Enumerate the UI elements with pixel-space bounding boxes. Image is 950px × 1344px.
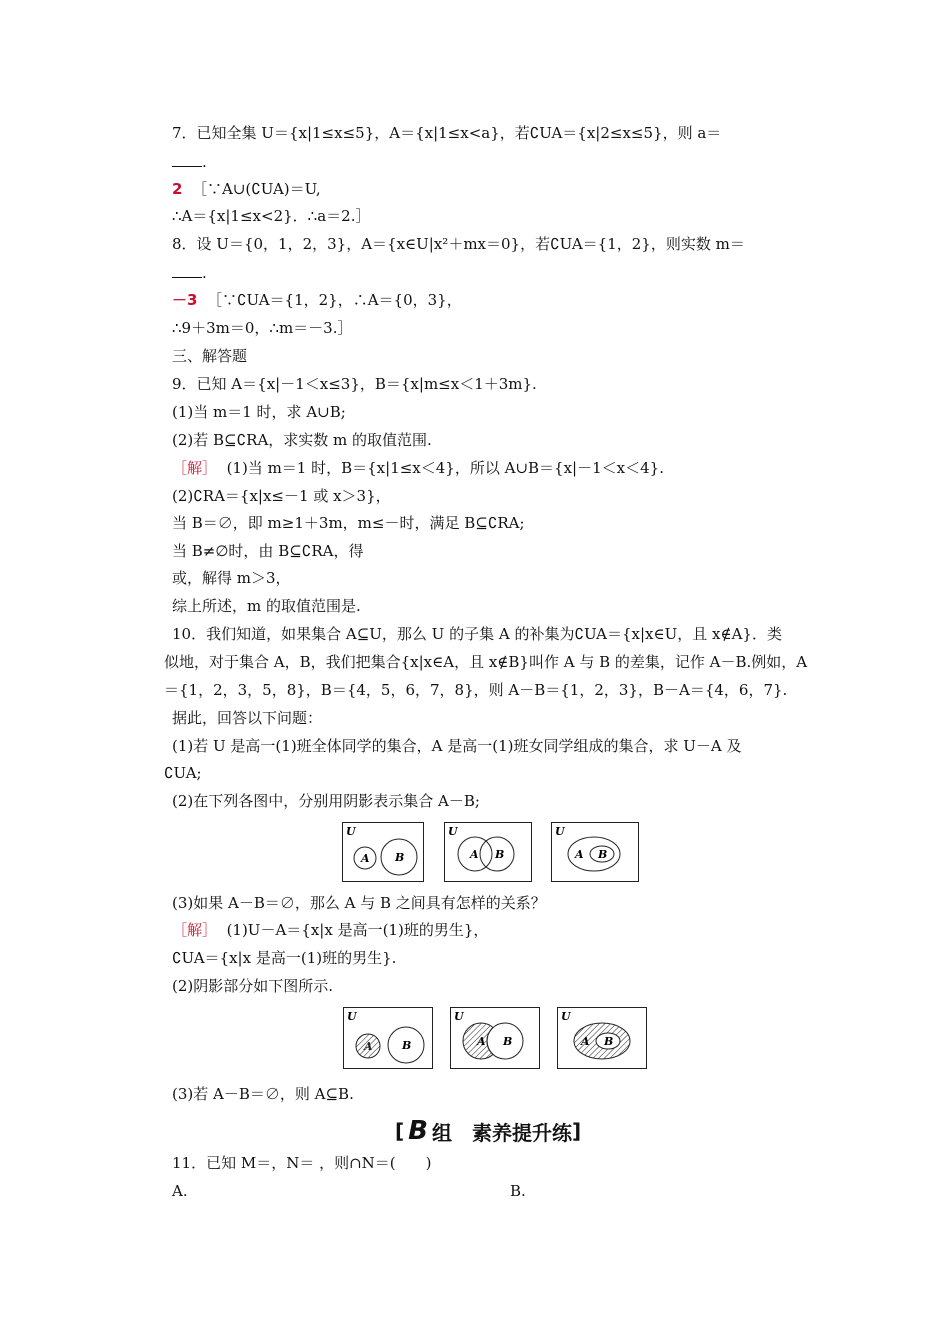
group-letter: B (408, 1116, 428, 1146)
venn-question-overlap (444, 822, 532, 882)
group-title-text: 组 素养提升练 (431, 1120, 572, 1145)
svg-text:A: A (575, 848, 584, 861)
q9-part2: (2)若 B⊆∁RA，求实数 m 的取值范围. (172, 431, 432, 449)
q8-line1: 8．设 U＝{0，1，2，3}，A＝{x∈U|x²＋mx＝0}，若∁UA＝{1，2}，则实数 m＝ (172, 235, 745, 253)
q8-answer: －3 (172, 291, 198, 309)
q10-s1: (1)U－A＝{x|x 是高一(1)班的男生}， (226, 921, 489, 939)
q9-solution-line4: 当 B≠∅时，由 B⊆∁RA，得 (172, 542, 364, 560)
svg-text:U: U (448, 825, 458, 838)
answer-blank (172, 152, 202, 167)
q9-s1: (1)当 m＝1 时，B＝{x|1≤x＜4}，所以 A∪B＝{x|－1＜x＜4}. (226, 459, 664, 477)
q10-solution-line2: ∁UA＝{x|x 是高一(1)班的男生}. (172, 949, 397, 967)
q7-sol1: ［∵A∪(∁UA)＝U, (191, 180, 321, 198)
q10-line2: 似地，对于集合 A，B，我们把集合{x|x∈A，且 x∉B}叫作 A 与 B 的差集，记作 A－B.例如，A (164, 653, 808, 671)
q11-option-b: B. (510, 1182, 526, 1200)
bracket-open: [ (395, 1119, 405, 1143)
svg-text:U: U (561, 1010, 571, 1023)
svg-text:B: B (598, 848, 608, 861)
svg-text:A: A (477, 1035, 486, 1048)
q7-line1: 7．已知全集 U＝{x|1≤x≤5}，A＝{x|1≤x<a}，若∁UA＝{x|2≤x≤5}，则 a＝ (172, 124, 722, 142)
q9-solution-line2: (2)∁RA＝{x|x≤－1 或 x＞3}， (172, 487, 391, 505)
q11-stem: 11．已知 M＝，N＝ ，则∩N＝( ) (172, 1154, 432, 1172)
q8-sol1: ［∵∁UA＝{1，2}，∴A＝{0，3}， (206, 291, 462, 309)
q10-part1a: (1)若 U 是高一(1)班全体同学的集合，A 是高一(1)班女同学组成的集合，求 U－A 及 (172, 737, 742, 755)
q7-answer: 2 (172, 180, 183, 198)
solution-tag: ［解］ (172, 459, 218, 477)
section-heading: 三、解答题 (172, 347, 248, 365)
venn-question-separate (342, 822, 424, 882)
svg-text:B: B (495, 848, 505, 861)
q10-part1b: ∁UA; (164, 764, 202, 782)
venn-answer-separate (343, 1007, 433, 1069)
svg-text:A: A (470, 848, 479, 861)
answer-blank (172, 263, 202, 278)
solution-tag: ［解］ (172, 921, 218, 939)
svg-text:B: B (395, 851, 405, 864)
q8-solution-line2: ∴9＋3m＝0，∴m＝－3.］ (172, 319, 353, 337)
q7-blank-line: . (172, 152, 207, 171)
q10-line3: ＝{1，2，3，5，8}，B＝{4，5，6，7，8}，则 A－B＝{1，2，3}，B－A＝{4，6，7}. (164, 681, 788, 699)
q7-solution-line2: ∴A＝{x|1≤x<2}．∴a＝2.］ (172, 207, 371, 225)
q10-solution-line1 (172, 920, 488, 940)
q9-solution-line6: 综上所述，m 的取值范围是. (172, 597, 361, 615)
q10-part3: (3)如果 A－B＝∅，那么 A 与 B 之间具有怎样的关系？ (172, 894, 546, 912)
venn-answer-overlap (450, 1007, 540, 1069)
svg-text:B: B (503, 1035, 513, 1048)
svg-text:U: U (555, 825, 565, 838)
q9-solution-line1 (172, 458, 664, 478)
bracket-close: ] (571, 1119, 582, 1143)
q9-solution-line3: 当 B＝∅，即 m≥1＋3m，m≤－时，满足 B⊆∁RA; (172, 514, 525, 532)
venn-question-subset (551, 822, 639, 882)
svg-text:B: B (402, 1039, 412, 1052)
svg-text:A: A (581, 1035, 590, 1048)
q10-solution-line3: (2)阴影部分如下图所示. (172, 977, 334, 995)
venn-answer-subset (557, 1007, 647, 1069)
svg-text:A: A (364, 1040, 373, 1053)
svg-text:U: U (454, 1010, 464, 1023)
svg-text:B: B (604, 1035, 614, 1048)
q10-line4: 据此，回答以下问题： (172, 709, 323, 727)
q10-line1: 10．我们知道，如果集合 A⊆U，那么 U 的子集 A 的补集为∁UA＝{x|x∈U，且 x∉A}．类 (172, 625, 782, 643)
q8-solution-line1 (172, 290, 462, 310)
q8-blank-line: . (172, 263, 207, 282)
q10-part2: (2)在下列各图中，分别用阴影表示集合 A－B; (172, 792, 480, 810)
svg-text:U: U (347, 1010, 357, 1023)
q11-option-a: A. (172, 1182, 188, 1200)
group-b-heading (395, 1116, 581, 1146)
q9-solution-line5: 或，解得 m＞3， (172, 569, 291, 587)
q9-part1: (1)当 m＝1 时，求 A∪B; (172, 403, 346, 421)
svg-text:A: A (361, 852, 370, 865)
q9-stem: 9．已知 A＝{x|－1＜x≤3}，B＝{x|m≤x＜1＋3m}. (172, 375, 537, 393)
universal-label: U (346, 825, 356, 838)
q10-solution-line4: (3)若 A－B＝∅，则 A⊆B. (172, 1085, 354, 1103)
q7-solution-line1 (172, 179, 321, 199)
